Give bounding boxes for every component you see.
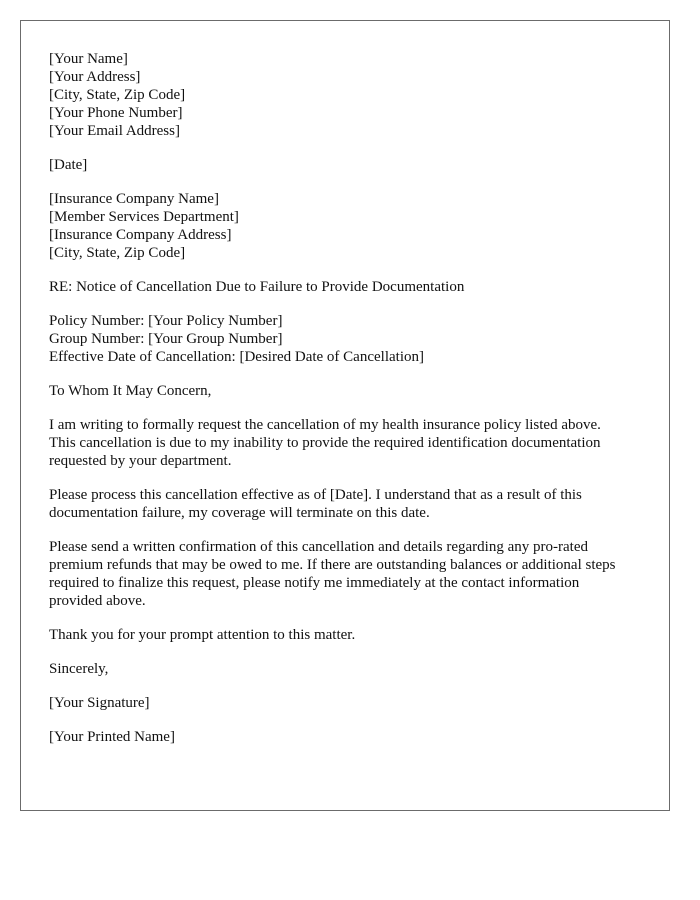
policy-number: Policy Number: [Your Policy Number] (49, 313, 283, 329)
sender-block (49, 50, 649, 140)
sender-address: [Your Address] (49, 69, 141, 85)
policy-block (49, 312, 649, 366)
body-paragraph-3: Please send a written confirmation of this cancellation and details regarding any pro-rated premium refunds that may be owed to me. If there are outstanding balances or additional steps required to finalize this request, please notify me immediately at the contact information provided above. (49, 539, 616, 609)
recipient-block (49, 190, 649, 262)
printed-name-line: [Your Printed Name] (49, 729, 175, 745)
sender-phone: [Your Phone Number] (49, 105, 183, 121)
closing: Sincerely, (49, 661, 109, 677)
subject-line: RE: Notice of Cancellation Due to Failure to Provide Documentation (49, 279, 465, 295)
group-number: Group Number: [Your Group Number] (49, 331, 283, 347)
signature-line: [Your Signature] (49, 695, 150, 711)
effective-date: Effective Date of Cancellation: [Desired Date of Cancellation] (49, 349, 424, 365)
recipient-company: [Insurance Company Name] (49, 191, 219, 207)
body-paragraph-1: I am writing to formally request the cancellation of my health insurance policy listed above. This cancellation is due to my inability to provide the required identification documentation requested by your department. (49, 417, 601, 469)
salutation: To Whom It May Concern, (49, 383, 212, 399)
letter-page (20, 20, 670, 811)
sender-email: [Your Email Address] (49, 123, 180, 139)
sender-name: [Your Name] (49, 51, 128, 67)
recipient-city-state-zip: [City, State, Zip Code] (49, 245, 186, 261)
body-paragraph-2: Please process this cancellation effective as of [Date]. I understand that as a result of this documentation failure, my coverage will terminate on this date. (49, 487, 582, 521)
letter-date: [Date] (49, 157, 88, 173)
recipient-department: [Member Services Department] (49, 209, 239, 225)
sender-city-state-zip: [City, State, Zip Code] (49, 87, 186, 103)
recipient-address: [Insurance Company Address] (49, 227, 232, 243)
body-paragraph-4: Thank you for your prompt attention to this matter. (49, 627, 356, 643)
